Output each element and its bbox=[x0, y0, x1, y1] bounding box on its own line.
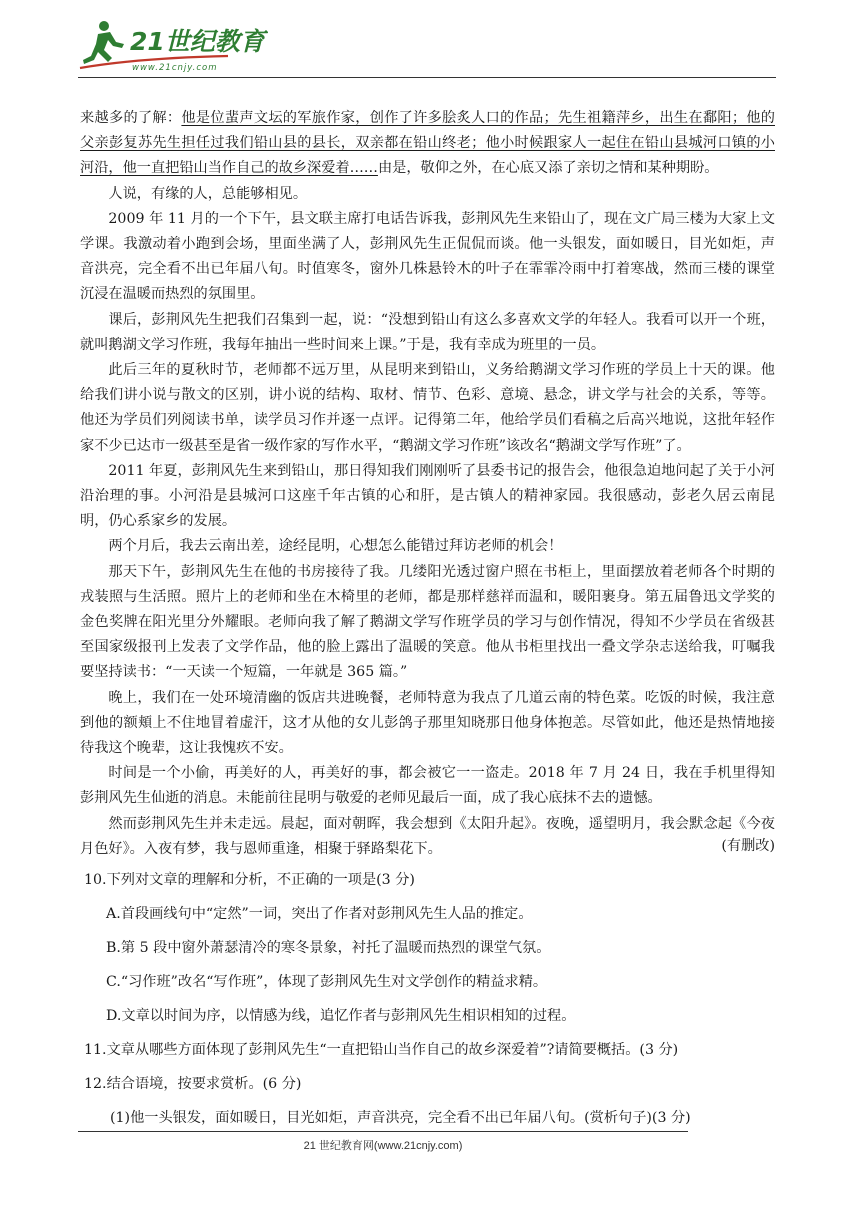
site-logo bbox=[78, 14, 268, 76]
paragraph-8: 那天下午，彭荆风先生在他的书房接待了我。几缕阳光透过窗户照在书柜上，里面摆放着老师各个时期的戎装照与生活照。照片上的老师和坐在木椅里的老师，都是那样慈祥而温和，暖阳裹身。第五届鲁迅文学奖的金色奖牌在阳光里分外耀眼。老师向我了解了鹅湖文学写作班学员的学习与创作情况，得知不少学员在省级甚至国家级报刊上发表了文学作品，他的脸上露出了温暖的笑意。他从书柜里找出一叠文学杂志送给我，叮嘱我要坚持读书：“一天读一个短篇，一年就是 365 篇。” bbox=[80, 563, 775, 681]
header-rule bbox=[78, 77, 776, 78]
article-body bbox=[80, 106, 775, 862]
edit-note: (有删改) bbox=[721, 838, 775, 854]
paragraph-10: 时间是一个小偷，再美好的人，再美好的事，都会被它一一盗走。2018 年 7 月 24 日，我在手机里得知彭荆风先生仙逝的消息。未能前往昆明与敬爱的老师见最后一面，成了我心底抹不去的遗憾。 bbox=[80, 765, 775, 807]
page-footer: 21 世纪教育网(www.21cnjy.com) bbox=[303, 1140, 463, 1152]
question-11: 11.文章从哪些方面体现了彭荆风先生“一直把铅山当作自己的故乡深爱着”?请简要概括。(3 分) bbox=[84, 1042, 679, 1058]
underlined-sentence: 他是位蜚声文坛的军旅作家，创作了许多脍炙人口的作品；先生祖籍萍乡，出生在鄱阳；他的父亲彭复苏先生担任过我们铅山县的县长，双亲都在铅山终老；他小时候跟家人一起住在铅山县城河口镇的小河沿，他一直把铅山当作自己的故乡深爱着…… bbox=[80, 110, 775, 177]
paragraph-5: 此后三年的夏秋时节，老师都不远万里，从昆明来到铅山，义务给鹅湖文学习作班的学员上十天的课。他给我们讲小说与散文的区别，讲小说的结构、取材、情节、色彩、意境、悬念，讲文学与社会的关系，等等。他还为学员们列阅读书单，读学员习作并逐一点评。记得第二年，他给学员们看稿之后高兴地说，这批年轻作家不少已达市一级甚至是省一级作家的写作水平，“鹅湖文学习作班”该改名“鹅湖文学写作班”了。 bbox=[80, 362, 775, 454]
paragraph-7: 两个月后，我去云南出差，途经昆明，心想怎么能错过拜访老师的机会！ bbox=[108, 538, 563, 555]
p1-lead: 来越多的了解： bbox=[80, 110, 182, 126]
option-a: A.首段画线句中“定然”一词，突出了作者对彭荆风先生人品的推定。 bbox=[106, 906, 533, 922]
option-c: C.“习作班”改名“写作班”，体现了彭荆风先生对文学创作的精益求精。 bbox=[106, 974, 548, 990]
runner-icon bbox=[83, 21, 124, 64]
paragraph-9: 晚上，我们在一处环境清幽的饭店共进晚餐，老师特意为我点了几道云南的特色菜。吃饭的时候，我注意到他的额頬上不住地冒着虚汗，这才从他的女儿彭鸽子那里知晓那日他身体抱恙。尽管如此，他还是热情地接待我这个晚辈，这让我愧疚不安。 bbox=[80, 689, 775, 757]
option-b: B.第 5 段中窗外萧瑟清冷的寒冬景象，衬托了温暖而热烈的课堂气氛。 bbox=[106, 940, 551, 956]
logo-text: 21世纪教育 bbox=[130, 27, 265, 56]
question-section bbox=[84, 868, 776, 1140]
p1-tail: 由是，敬仰之外，在心底又添了亲切之情和某种期盼。 bbox=[377, 160, 719, 177]
question-10: 10.下列对文章的理解和分析，不正确的一项是(3 分) bbox=[84, 872, 415, 888]
logo-url: www.21cnjy.com bbox=[132, 63, 218, 73]
paragraph-11: 然而彭荆风先生并未走远。晨起，面对朝晖，我会想到《太阳升起》。夜晚，遥望明月，我会默念起《今夜月色好》。入夜有梦，我与恩师重逢，相聚于驿路梨花下。 bbox=[80, 815, 775, 857]
paragraph-2: 人说，有缘的人，总能够相见。 bbox=[108, 185, 308, 202]
paragraph-4: 课后，彭荆风先生把我们召集到一起，说：“没想到铅山有这么多喜欢文学的年轻人。我看可以开一个班，就叫鹅湖文学习作班，我每年抽出一些时间来上课。”于是，我有幸成为班里的一员。 bbox=[80, 311, 775, 353]
question-12: 12.结合语境，按要求赏析。(6 分) bbox=[84, 1076, 302, 1092]
paragraph-3: 2009 年 11 月的一个下午，县文联主席打电话告诉我，彭荆风先生来铅山了，现在文广局三楼为大家上文学课。我激动着小跑到会场，里面坐满了人，彭荆风先生正侃侃而谈。他一头银发，面如暖日，目光如炬，声音洪亮，完全看不出已年届八旬。时值寒冬，窗外几株悬铃木的叶子在霏霏冷雨中打着寒战，然而三楼的课堂沉浸在温暖而热烈的氛围里。 bbox=[80, 210, 775, 303]
paragraph-1 bbox=[80, 106, 775, 182]
option-d: D.文章以时间为序，以情感为线，追忆作者与彭荆风先生相识相知的过程。 bbox=[106, 1008, 576, 1024]
footer-rule bbox=[78, 1131, 688, 1132]
page-header bbox=[78, 14, 776, 78]
question-12-1: (1)他一头银发，面如暖日，目光如炬，声音洪亮，完全看不出已年届八旬。(赏析句子)(3 分) bbox=[110, 1110, 691, 1126]
paragraph-6: 2011 年夏，彭荆风先生来到铅山，那日得知我们刚刚听了县委书记的报告会，他很急迫地问起了关于小河沿治理的事。小河沿是县城河口这座千年古镇的心和肝，是古镇人的精神家园。我很感动，彭老久居云南昆明，仍心系家乡的发展。 bbox=[80, 462, 775, 530]
